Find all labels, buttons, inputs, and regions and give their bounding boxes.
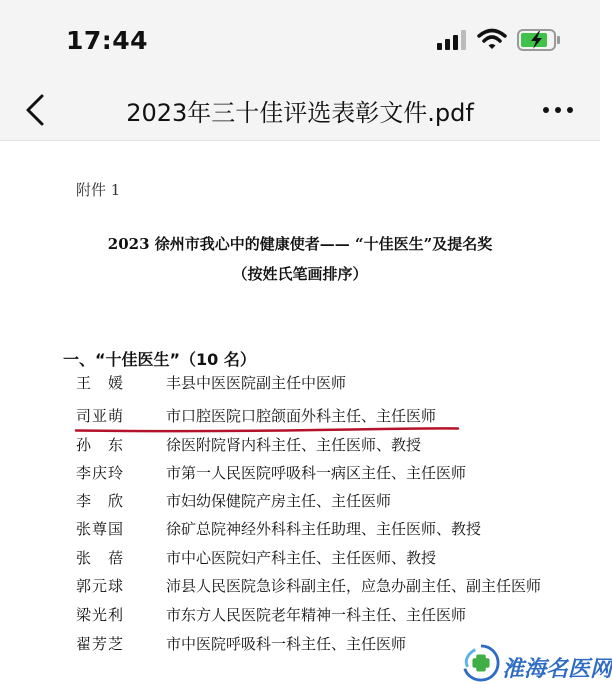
list-item bbox=[0, 462, 600, 486]
cellular-signal-icon bbox=[437, 30, 467, 50]
list-item bbox=[0, 405, 600, 429]
list-item bbox=[0, 604, 600, 628]
list-item bbox=[0, 518, 600, 542]
red-pen-underline bbox=[76, 427, 458, 433]
doctor-title: 市中心医院妇产科主任、主任医师、教授 bbox=[166, 549, 437, 567]
doctor-name: 梁光利 bbox=[76, 606, 125, 624]
doctor-title: 徐矿总院神经外科科主任助理、主任医师、教授 bbox=[166, 520, 482, 538]
doctor-name: 王 媛 bbox=[76, 374, 125, 392]
doctor-name: 李 欣 bbox=[76, 492, 125, 510]
list-item bbox=[0, 372, 600, 396]
list-item bbox=[0, 547, 600, 571]
doctor-title: 市第一人民医院呼吸科一病区主任、主任医师 bbox=[166, 464, 467, 482]
watermark-logo-icon bbox=[462, 644, 500, 682]
doctor-name: 郭元球 bbox=[76, 577, 125, 595]
wifi-icon bbox=[477, 27, 507, 51]
status-time: 17:44 bbox=[66, 26, 149, 55]
pdf-page[interactable] bbox=[0, 141, 612, 684]
list-item bbox=[0, 434, 600, 458]
watermark bbox=[458, 644, 612, 684]
doctor-title: 市中医院呼吸科一科主任、主任医师 bbox=[166, 635, 407, 653]
page-subtitle: （按姓氏笔画排序） bbox=[232, 265, 368, 283]
back-chevron-icon[interactable] bbox=[18, 90, 54, 130]
doctor-title: 市东方人民医院老年精神一科主任、主任医师 bbox=[166, 606, 467, 624]
doctor-name: 张 蓓 bbox=[76, 549, 125, 567]
doctor-name: 孙 东 bbox=[76, 436, 125, 454]
nav-bar bbox=[0, 80, 600, 141]
document-title: 2023年三十佳评选表彰文件.pdf bbox=[126, 99, 474, 127]
doctor-title: 丰县中医医院副主任中医师 bbox=[166, 374, 347, 392]
list-item bbox=[0, 575, 600, 599]
doctor-title: 市妇幼保健院产房主任、主任医师 bbox=[166, 492, 392, 510]
doctor-name: 司亚萌 bbox=[76, 407, 125, 425]
attachment-label: 附件 1 bbox=[76, 181, 121, 199]
list-item bbox=[0, 490, 600, 514]
page-title: 2023 徐州市我心中的健康使者—— “十佳医生”及提名奖 bbox=[107, 235, 493, 253]
section-heading: 一、“十佳医生”（10 名） bbox=[63, 350, 256, 369]
status-bar bbox=[0, 0, 600, 80]
doctor-title: 沛县人民医院急诊科副主任，应急办副主任、副主任医师 bbox=[166, 577, 542, 595]
more-options-icon[interactable] bbox=[538, 96, 578, 124]
battery-charging-icon bbox=[517, 28, 561, 52]
doctor-title: 市口腔医院口腔颌面外科主任、主任医师 bbox=[166, 407, 437, 425]
watermark-text: 淮海名医网 bbox=[502, 656, 612, 682]
doctor-name: 李庆玲 bbox=[76, 464, 125, 482]
doctor-name: 张尊国 bbox=[76, 520, 125, 538]
doctor-title: 徐医附院肾内科主任、主任医师、教授 bbox=[166, 436, 422, 454]
doctor-name: 翟芳芝 bbox=[76, 635, 125, 653]
